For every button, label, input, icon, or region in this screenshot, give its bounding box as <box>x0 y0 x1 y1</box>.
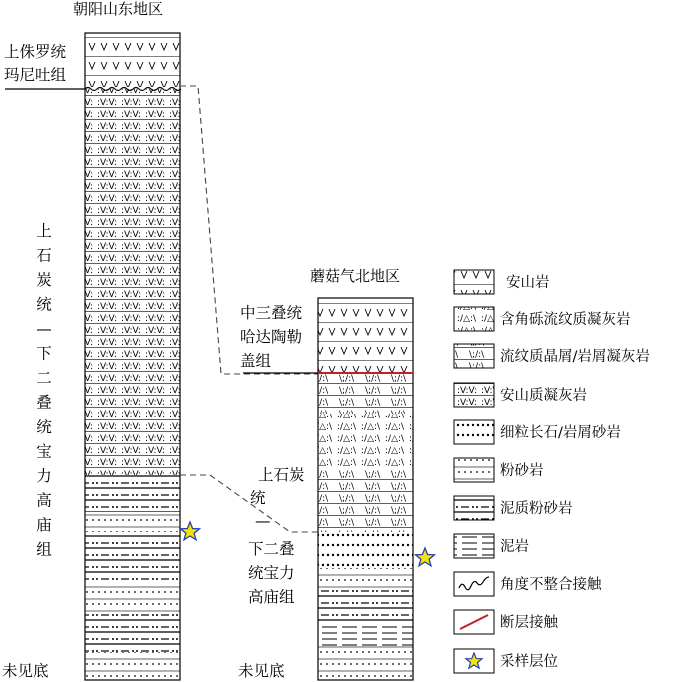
fine-sandstone-layer <box>318 532 413 568</box>
left-main-unit-char: 二 <box>36 369 52 387</box>
left-main-unit-char: 宝 <box>36 442 52 461</box>
legend-label: 安山岩 <box>506 275 550 291</box>
legend-item-rhyolitic-crystal-tuff <box>454 344 650 368</box>
right-main-unit-line6: 高庙组 <box>248 588 295 606</box>
left-column-title: 朝阳山东地区 <box>73 0 164 18</box>
legend-label: 细粒长石/岩屑砂岩 <box>500 425 621 441</box>
argillaceous-siltstone-layer <box>85 475 180 512</box>
legend-item-breccia-tuff <box>454 307 631 331</box>
andesite-layer <box>318 298 413 373</box>
argillaceous-siltstone-layer <box>85 532 180 582</box>
legend-swatch-fine-sandstone <box>454 420 494 444</box>
legend-label: 粉砂岩 <box>500 463 544 479</box>
legend-label: 采样层位 <box>500 654 558 670</box>
left-bottom-label: 未见底 <box>2 662 49 680</box>
left-column <box>85 33 180 680</box>
right-top-unit-line2: 哈达陶勒 <box>240 328 303 346</box>
left-main-unit-label <box>36 222 52 559</box>
right-main-unit-line2: 统 <box>250 489 266 507</box>
left-main-unit-char: 叠 <box>36 393 52 412</box>
legend-swatch-siltstone <box>454 458 494 482</box>
andesitic-tuff-layer <box>85 89 180 475</box>
left-main-unit-char: 下 <box>36 344 52 363</box>
legend-item-unconformity <box>454 572 602 596</box>
left-main-unit-char: 上 <box>36 222 52 240</box>
left-sample-star-icon <box>181 522 200 540</box>
legend-swatch-rhyolitic-crystal-tuff <box>454 344 494 368</box>
legend-swatch-argillaceous-siltstone <box>454 496 494 520</box>
legend-item-sample <box>454 649 558 673</box>
right-column <box>318 298 413 680</box>
siltstone-layer <box>85 652 180 680</box>
right-column-title: 蘑菇气北地区 <box>310 267 401 285</box>
legend-swatch-mudstone <box>454 534 494 558</box>
legend-label: 泥岩 <box>500 539 529 555</box>
breccia-rhyolitic-tuff-layer <box>318 414 413 470</box>
legend-swatch-andesitic-tuff <box>454 383 494 407</box>
left-main-unit-char: 统 <box>36 418 52 436</box>
andesite-layer <box>85 33 180 87</box>
right-top-unit-line1: 中三叠统 <box>240 304 303 322</box>
right-main-unit-line1: 上石炭 <box>258 466 305 484</box>
left-top-unit-line2: 玛尼吐组 <box>4 66 67 84</box>
legend <box>454 270 650 673</box>
legend-label: 泥质粉砂岩 <box>500 501 573 517</box>
legend-label: 流纹质晶屑/岩屑凝灰岩 <box>500 349 650 365</box>
legend-label: 含角砾流纹质凝灰岩 <box>500 312 631 328</box>
right-main-unit-line4: 下二叠 <box>248 540 295 558</box>
left-main-unit-char: — <box>36 320 52 338</box>
right-main-unit-line5: 统宝力 <box>248 564 295 582</box>
legend-swatch-breccia-tuff <box>454 307 494 331</box>
left-main-unit-char: 力 <box>36 467 52 485</box>
right-bottom-label: 未见底 <box>238 662 285 680</box>
right-main-unit-line3: — <box>255 512 271 530</box>
rhyolitic-crystal-tuff-layer <box>318 470 413 532</box>
legend-item-fine-sandstone <box>454 420 621 444</box>
left-top-unit-line1: 上侏罗统 <box>4 43 67 61</box>
siltstone-layer <box>85 582 180 612</box>
legend-item-fault <box>454 610 558 634</box>
siltstone-layer <box>318 568 413 588</box>
legend-item-andesitic-tuff <box>454 383 587 407</box>
left-main-unit-char: 统 <box>36 295 52 314</box>
left-main-unit-char: 庙 <box>36 516 52 534</box>
legend-item-siltstone <box>454 458 544 482</box>
argillaceous-siltstone-layer <box>318 588 413 626</box>
rhyolitic-crystal-tuff-layer <box>318 374 413 414</box>
legend-item-mudstone <box>454 534 529 558</box>
left-main-unit-char: 石 <box>36 246 52 265</box>
legend-swatch-unconformity <box>454 572 494 596</box>
siltstone-layer <box>318 646 413 680</box>
legend-item-argillaceous-siltstone <box>454 496 573 520</box>
legend-label: 断层接触 <box>500 615 558 631</box>
left-main-unit-char: 组 <box>36 540 52 559</box>
mudstone-layer <box>318 626 413 646</box>
right-top-unit-line3: 盖组 <box>240 352 272 370</box>
left-main-unit-char: 炭 <box>36 271 52 289</box>
legend-label: 安山质凝灰岩 <box>500 388 587 404</box>
legend-label: 角度不整合接触 <box>500 577 602 593</box>
argillaceous-siltstone-layer <box>85 612 180 652</box>
right-sample-star-icon <box>416 548 435 566</box>
siltstone-layer <box>85 512 180 532</box>
legend-item-andesite <box>454 270 550 294</box>
legend-swatch-andesite <box>454 270 494 294</box>
left-main-unit-char: 高 <box>36 491 52 510</box>
